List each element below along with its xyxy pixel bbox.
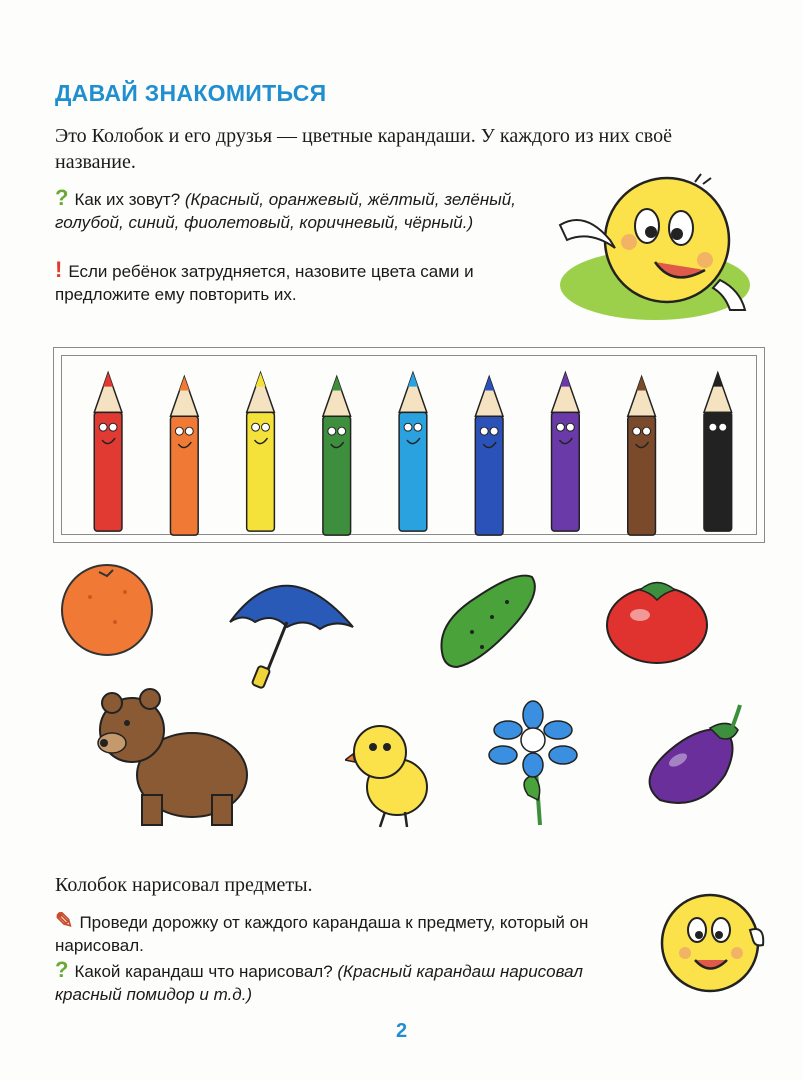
page-number: 2 <box>395 1020 408 1042</box>
left-eye-icon <box>635 209 659 243</box>
umbrella-icon <box>225 567 360 692</box>
question-2-answer: (Красный карандаш нарисовал красный помидор и т.д.) <box>55 962 583 1004</box>
question-block-1 <box>55 186 535 234</box>
exclamation-icon: ! <box>55 257 63 282</box>
pencil-6 <box>475 377 503 535</box>
cornflower-icon <box>488 700 578 830</box>
pencil-9 <box>704 373 732 531</box>
question-block-2 <box>55 958 625 1006</box>
pencil-8 <box>628 377 656 535</box>
task-text: Проведи дорожку от каждого карандаша к предмету, который он нарисовал. <box>55 913 589 955</box>
question-2-prompt: Какой карандаш что нарисовал? <box>74 962 333 981</box>
cucumber-icon <box>432 562 542 677</box>
pencil-2 <box>170 377 198 535</box>
chick-icon <box>345 712 435 832</box>
caption-text: Колобок нарисовал предметы. <box>55 874 313 896</box>
task-block <box>55 909 625 957</box>
pencils-frame <box>53 347 765 543</box>
note-block-1 <box>55 258 535 306</box>
pencil-1 <box>94 373 122 531</box>
pencil-icon: ✎ <box>55 908 74 933</box>
note-1-text: Если ребёнок затрудняется, назовите цвета сами и предложите ему повторить их. <box>55 262 474 304</box>
question-mark-icon-2: ? <box>55 957 69 982</box>
bear-icon <box>92 685 252 835</box>
kolobok-illustration <box>555 170 755 325</box>
intro-text: Это Колобок и его друзья — цветные карандаши. У каждого из них своё название. <box>55 125 672 173</box>
orange-icon <box>55 562 160 657</box>
pencil-3 <box>247 373 275 531</box>
pencils-group <box>54 348 764 542</box>
right-eye-icon <box>669 211 693 245</box>
eggplant-icon <box>640 700 750 815</box>
question-1-answer: (Красный, оранжевый, жёлтый, зелёный, голубой, синий, фиолетовый, коричневый, чёрный.) <box>55 190 516 232</box>
pencil-5 <box>399 373 427 531</box>
pencil-7 <box>552 373 580 531</box>
question-1-prompt: Как их зовут? <box>74 190 181 209</box>
pencil-4 <box>323 377 351 535</box>
page-title: ДАВАЙ ЗНАКОМИТЬСЯ <box>55 80 327 106</box>
kolobok-small-illustration <box>655 885 770 995</box>
question-mark-icon: ? <box>55 185 69 210</box>
tomato-icon <box>600 570 715 665</box>
